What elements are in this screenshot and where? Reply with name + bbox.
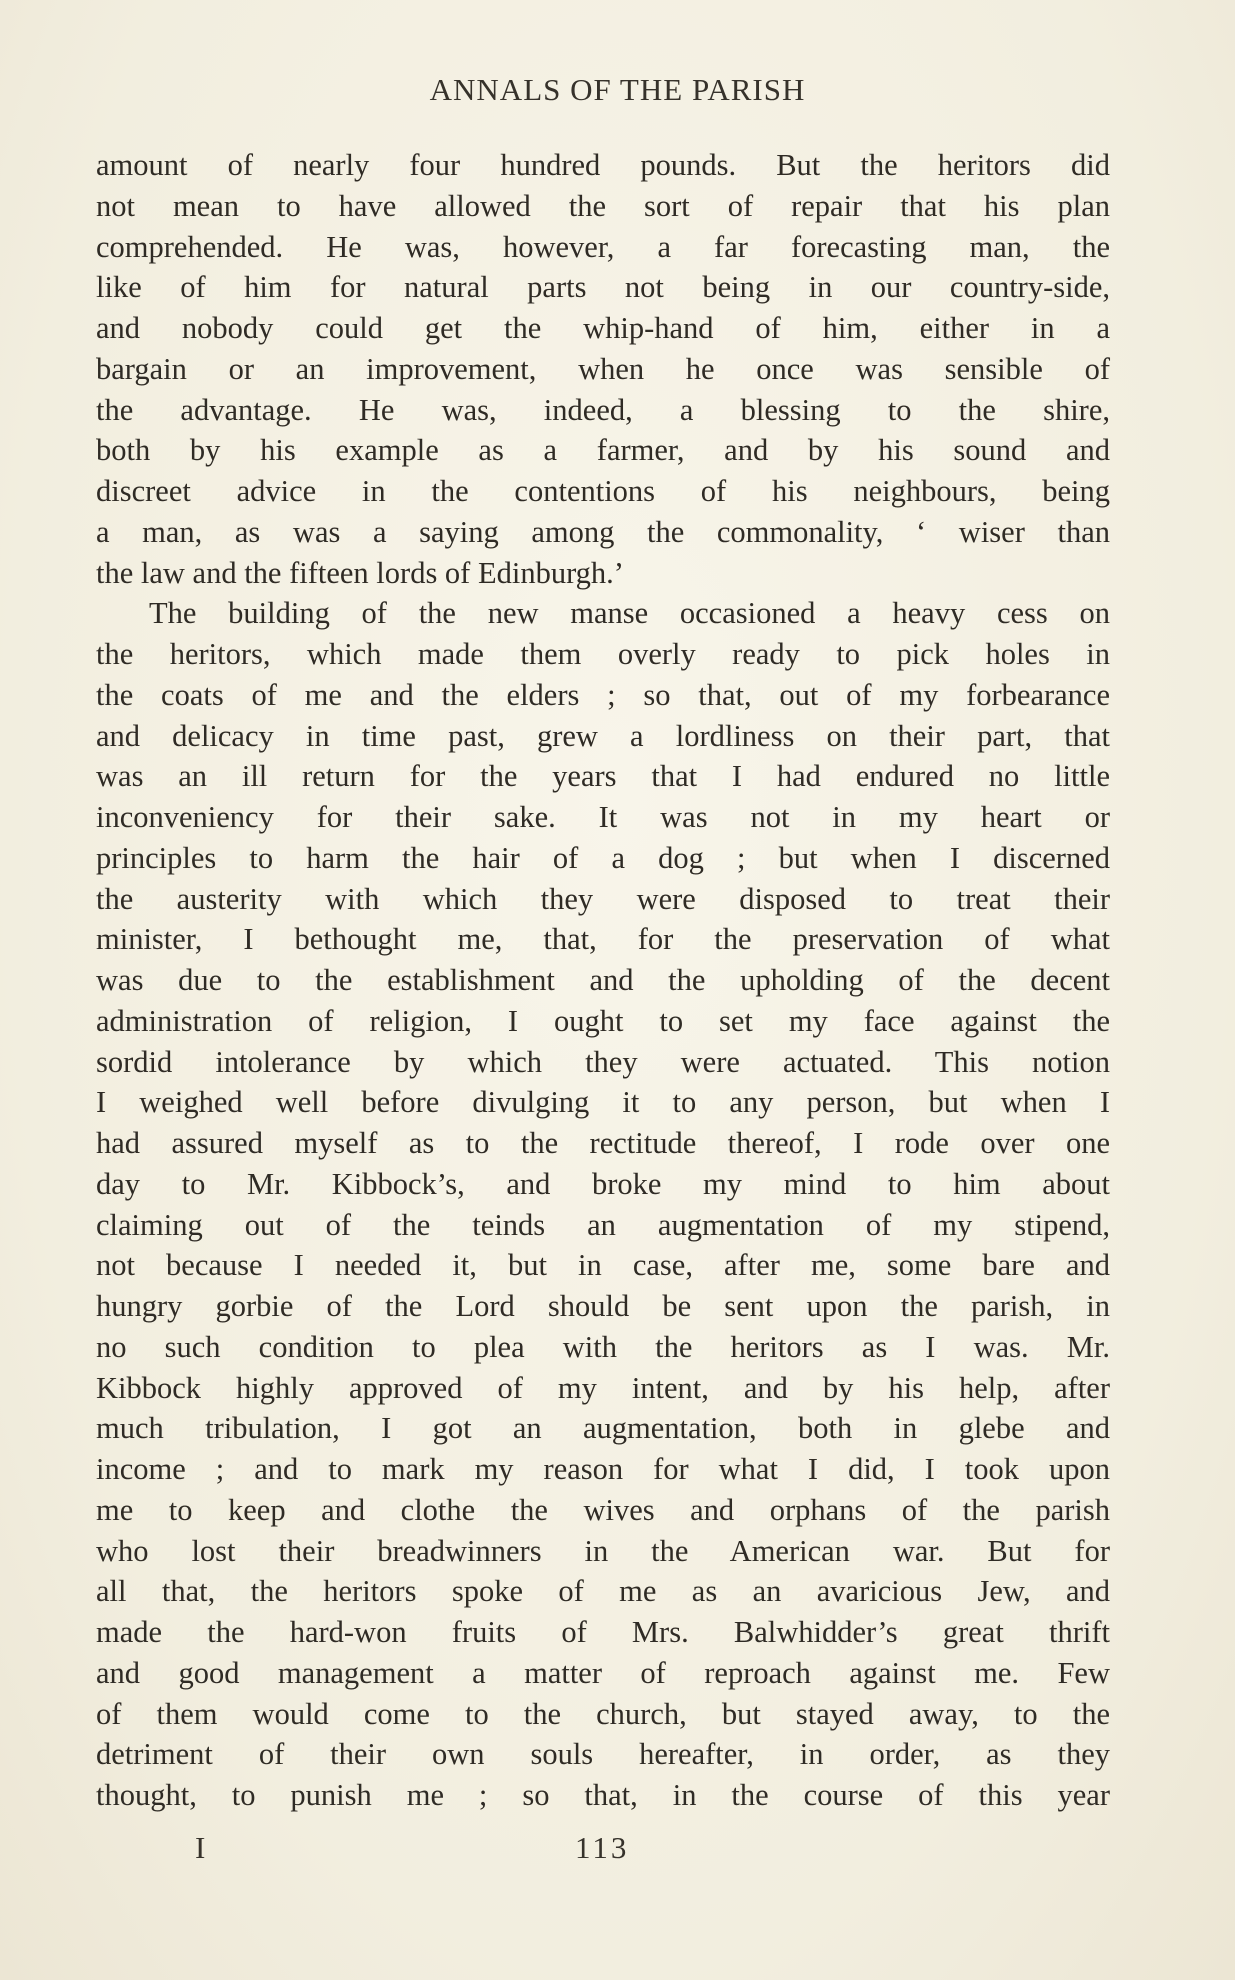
text-line: thought, to punish me ; so that, in the course of this year: [96, 1778, 1110, 1812]
text-line: made the hard-won fruits of Mrs. Balwhidder’s great thrift: [96, 1615, 1110, 1649]
text-line: was due to the establishment and the upholding of the decent: [96, 963, 1110, 997]
text-line: all that, the heritors spoke of me as an avaricious Jew, and: [96, 1574, 1110, 1609]
paragraph-start-line: The building of the new manse occasioned a heavy cess on: [149, 596, 1110, 631]
text-line: claiming out of the teinds an augmentation of my stipend,: [96, 1207, 1110, 1242]
body-text: [96, 145, 1110, 1816]
running-head: ANNALS OF THE PARISH: [429, 72, 806, 107]
text-line: detriment of their own souls hereafter, in order, as they: [96, 1737, 1110, 1772]
text-line: the coats of me and the elders ; so that, out of my forbearance: [96, 677, 1110, 712]
text-line: principles to harm the hair of a dog ; but when I discerned: [96, 840, 1110, 875]
text-line: inconveniency for their sake. It was not in my heart or: [96, 800, 1110, 834]
text-line: amount of nearly four hundred pounds. But the heritors did: [96, 148, 1110, 182]
text-line: income ; and to mark my reason for what I did, I took upon: [96, 1452, 1110, 1486]
text-line: and good management a matter of reproach against me. Few: [96, 1655, 1110, 1690]
text-line: not mean to have allowed the sort of repair that his plan: [96, 188, 1110, 223]
text-line: of them would come to the church, but stayed away, to the: [96, 1696, 1110, 1731]
text-line: the austerity with which they were disposed to treat their: [96, 881, 1110, 916]
text-line: hungry gorbie of the Lord should be sent upon the parish, in: [96, 1289, 1110, 1323]
signature-mark: I: [195, 1830, 206, 1865]
text-line: sordid intolerance by which they were actuated. This notion: [96, 1044, 1110, 1079]
text-line: the advantage. He was, indeed, a blessing to the shire,: [96, 392, 1110, 427]
text-line: and nobody could get the whip-hand of him, either in a: [96, 311, 1110, 345]
text-line: comprehended. He was, however, a far forecasting man, the: [96, 229, 1110, 264]
text-line: the heritors, which made them overly ready to pick holes in: [96, 637, 1110, 671]
text-line: and delicacy in time past, grew a lordliness on their part, that: [96, 718, 1110, 753]
paragraph-end-line: the law and the fifteen lords of Edinburgh.’: [96, 555, 624, 590]
text-line: a man, as was a saying among the commonality, ‘ wiser than: [96, 514, 1110, 549]
text-line: discreet advice in the contentions of his neighbours, being: [96, 474, 1110, 508]
page-footer: [0, 1826, 1235, 1870]
text-line: me to keep and clothe the wives and orphans of the parish: [96, 1492, 1110, 1527]
text-line: day to Mr. Kibbock’s, and broke my mind to him about: [96, 1166, 1110, 1201]
text-line: administration of religion, I ought to set my face against the: [96, 1003, 1110, 1038]
page-number: 113: [575, 1830, 630, 1865]
text-line: like of him for natural parts not being in our country-side,: [96, 270, 1110, 305]
text-line: Kibbock highly approved of my intent, and by his help, after: [96, 1370, 1110, 1405]
text-line: had assured myself as to the rectitude thereof, I rode over one: [96, 1126, 1110, 1160]
text-line: both by his example as a farmer, and by his sound and: [96, 433, 1110, 468]
text-line: not because I needed it, but in case, after me, some bare and: [96, 1248, 1110, 1283]
text-line: no such condition to plea with the heritors as I was. Mr.: [96, 1329, 1110, 1364]
text-line: minister, I bethought me, that, for the preservation of what: [96, 922, 1110, 957]
text-line: I weighed well before divulging it to any person, but when I: [96, 1085, 1110, 1120]
text-line: who lost their breadwinners in the American war. But for: [96, 1533, 1110, 1568]
text-line: much tribulation, I got an augmentation, both in glebe and: [96, 1411, 1110, 1446]
text-line: bargain or an improvement, when he once was sensible of: [96, 351, 1110, 386]
text-line: was an ill return for the years that I had endured no little: [96, 759, 1110, 794]
